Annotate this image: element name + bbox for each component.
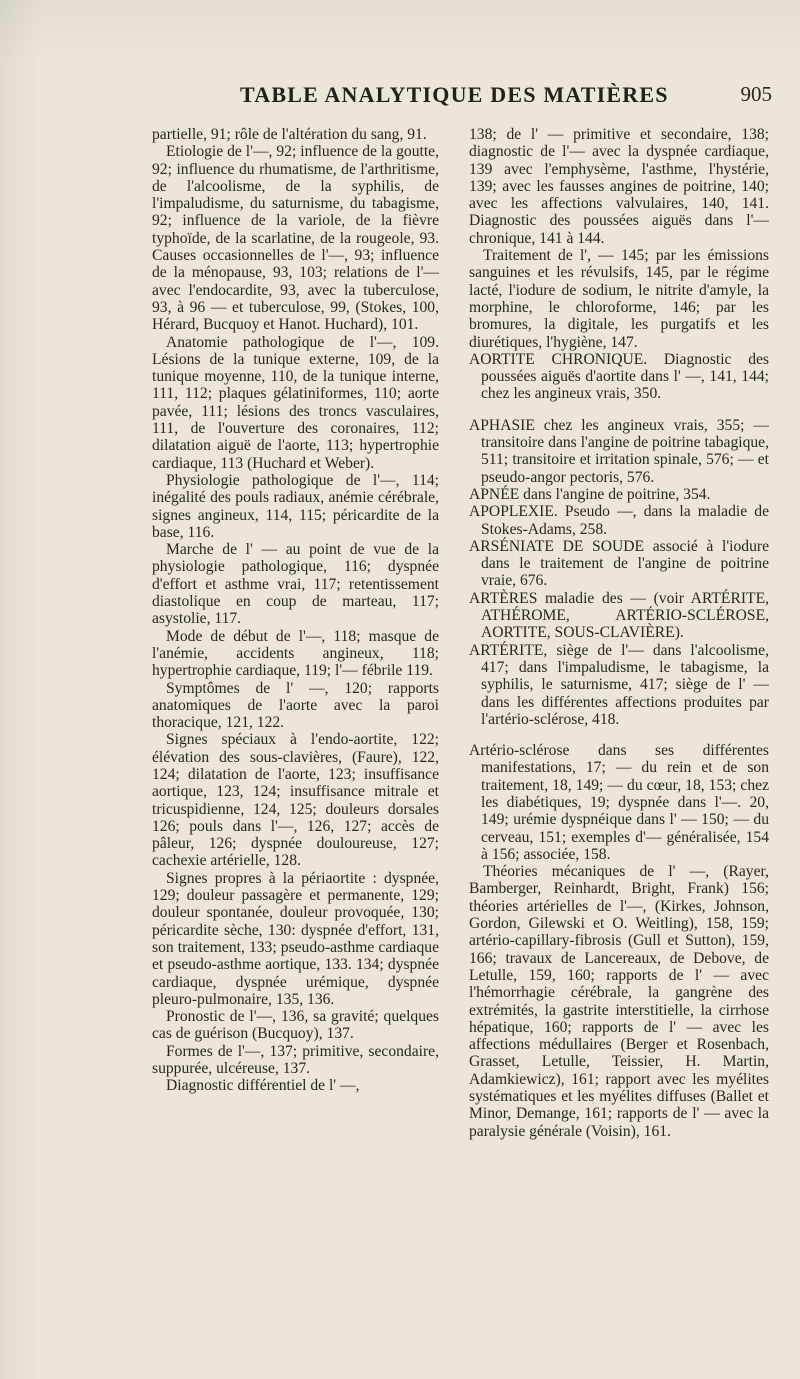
right-column bbox=[469, 126, 769, 1140]
left-column bbox=[152, 126, 439, 1095]
index-entry: Etiologie de l'—, 92; influence de la goutte, 92; influence du rhumatisme, de l'arthritisme, de l'alcoolisme, de la syphilis, de l'impaludisme, du saturnisme, du tabagisme, 92; influence de la variole, de la fièvre typhoïde, de la scarlatine, de la rougeole, 93. Causes occasionnelles de l'—, 93; influence de la ménopause, 93, 103; relations de l'— avec l'endocardite, 93, avec la tuberculose, 93, à 96 — et tuberculose, 99, (Stokes, 100, Hérard, Bucquoy et Hanot. Huchard), 101. bbox=[152, 143, 439, 334]
index-heading-arteres: ARTÈRES maladie des — (voir ARTÉRITE, ATHÉROME, ARTÉRIO-SCLÉROSE, AORTITE, SOUS-CLAVIÈRE). bbox=[469, 589, 769, 642]
index-heading-aphasie: APHASIE chez les angineux vrais, 355; — transitoire dans l'angine de poitrine tabagique, 511; transitoire et irritation spinale, 576; — et pseudo-angor pectoris, 576. bbox=[469, 416, 769, 486]
index-entry: Diagnostic différentiel de l' —, bbox=[166, 1077, 360, 1095]
index-entry: Mode de début de l'—, 118; masque de l'anémie, accidents angineux, 118; hypertrophie cardiaque, 119; l'— fébrile 119. bbox=[152, 627, 439, 680]
index-entry: Signes spéciaux à l'endo-aortite, 122; élévation des sous-clavières, (Faure), 122, 124; dilatation de l'aorte, 123; insuffisance aortique, 123, 124; insuffisance mitrale et tricuspidienne, 124, 125; douleurs dorsales 126; pouls dans l'—, 126, 127; accès de pâleur, 126; dyspnée douloureuse, 127; cachexie artérielle, 128. bbox=[152, 731, 439, 870]
index-entry: Théories mécaniques de l' —, (Rayer, Bamberger, Reinhardt, Bright, Frank) 156; théories artérielles de l'—, (Kirkes, Johnson, Gordon, Gilewski et O. Weitling), 158, 159; artério-capillary-fibrosis (Gull et Sutton), 159, 166; travaux de Lancereaux, de Debove, de Letulle, 159, 160; rapports de l' — avec l'hémorrhagie cérébrale, la gangrène des extrémités, la gastrite interstitielle, la cirrhose hépatique, 160; rapports de l' — avec les affections médullaires (Berger et Rosenbach, Grasset, Letulle, Teissier, H. Martin, Adamkiewicz), 161; rapport avec les myélites systématiques et les myélites diffuses (Ballet et Minor, Demange, 161; rapports de l' — avec la paralysie générale (Voisin), 161. bbox=[469, 863, 769, 1140]
index-entry: Anatomie pathologique de l'—, 109. Lésions de la tunique externe, 109, de la tunique moyenne, 110, de la tunique interne, 111, 112; plaques gélatiniformes, 110; aorte pavée, 111; lésions des troncs vasculaires, 111, de l'ouverture des coronaires, 112; dilatation aiguë de l'aorte, 113; hypertrophie cardiaque, 113 (Huchard et Weber). bbox=[152, 333, 439, 472]
index-heading-apnee: APNÉE dans l'angine de poitrine, 354. bbox=[469, 485, 711, 503]
index-entry: Pronostic de l'—, 136, sa gravité; quelques cas de guérison (Bucquoy), 137. bbox=[152, 1008, 439, 1043]
index-entry: Formes de l'—, 137; primitive, secondaire, suppurée, ulcéreuse, 137. bbox=[152, 1042, 439, 1078]
index-entry: partielle, 91; rôle de l'altération du sang, 91. bbox=[152, 126, 427, 143]
index-entry: Signes propres à la périaortite : dyspnée, 129; douleur passagère et permanente, 129; douleur spontanée, douleur provoquée, 130; péricardite sèche, 130: dyspnée d'effort, 131, son traitement, 133; pseudo-asthme cardiaque et pseudo-asthme aortique, 133. 134; dyspnée cardiaque, dyspnée urémique, dyspnée pleuro-pulmonaire, 135, 136. bbox=[152, 869, 439, 1008]
index-entry: 138; de l' — primitive et secondaire, 138; diagnostic de l'— avec la dyspnée cardiaque, 139 avec l'emphysème, l'asthme, l'hystérie, 139; avec les fausses angines de poitrine, 140; avec les affections valvulaires, 140, 141. Diagnostic des poussées aiguës dans l'— chronique, 141 à 144. bbox=[469, 126, 769, 247]
index-heading-aortite-chronique: AORTITE CHRONIQUE. Diagnostic des poussées aiguës d'aortite dans l' —, 141, 144; chez les angineux vrais, 350. bbox=[469, 350, 769, 403]
page-title: TABLE ANALYTIQUE DES MATIÈRES bbox=[240, 82, 669, 107]
index-heading-arterio-sclerose: Artério-sclérose dans ses différentes manifestations, 17; — du rein et de son traitement, 18, 149; — du cœur, 18, 153; chez les diabétiques, 19; dyspnée dans l'—. 20, 149; urémie dyspnéique dans l' — 150; — du cerveau, 151; exemples d'— généralisée, 154 à 156; associée, 158. bbox=[469, 742, 769, 863]
index-heading-apoplexie: APOPLEXIE. Pseudo —, dans la maladie de Stokes-Adams, 258. bbox=[469, 503, 769, 538]
spacer bbox=[469, 728, 769, 742]
index-heading-arterite: ARTÉRITE, siège de l'— dans l'alcoolisme, 417; dans l'impaludisme, le tabagisme, la syphilis, le saturnisme, 417; siège de l' — dans les différentes affections produites par l'artério-sclérose, 418. bbox=[469, 641, 769, 728]
page-number: 905 bbox=[740, 82, 772, 106]
index-entry: Symptômes de l' —, 120; rapports anatomiques de l'aorte avec la paroi thoracique, 121, 122. bbox=[152, 679, 439, 732]
index-entry: Physiologie pathologique de l'—, 114; inégalité des pouls radiaux, anémie cérébrale, signes angineux, 114, 115; péricardite de la base, 116. bbox=[152, 471, 439, 541]
index-entry: Marche de l' — au point de vue de la physiologie pathologique, 116; dyspnée d'effort et asthme vrai, 117; retentissement diastolique en coup de marteau, 117; asystolie, 117. bbox=[152, 541, 439, 628]
index-heading-arseniate: ARSÉNIATE DE SOUDE associé à l'iodure dans le traitement de l'angine de poitrine vraie, 676. bbox=[469, 537, 769, 590]
running-head bbox=[240, 82, 780, 112]
index-entry: Traitement de l', — 145; par les émissions sanguines et les révulsifs, 145, par le régime lacté, l'iodure de sodium, le nitrite d'amyle, la morphine, le chloroforme, 146; par les bromures, la digitale, les purgatifs et les diurétiques, l'hygiène, 147. bbox=[469, 247, 769, 351]
spacer bbox=[469, 403, 769, 417]
